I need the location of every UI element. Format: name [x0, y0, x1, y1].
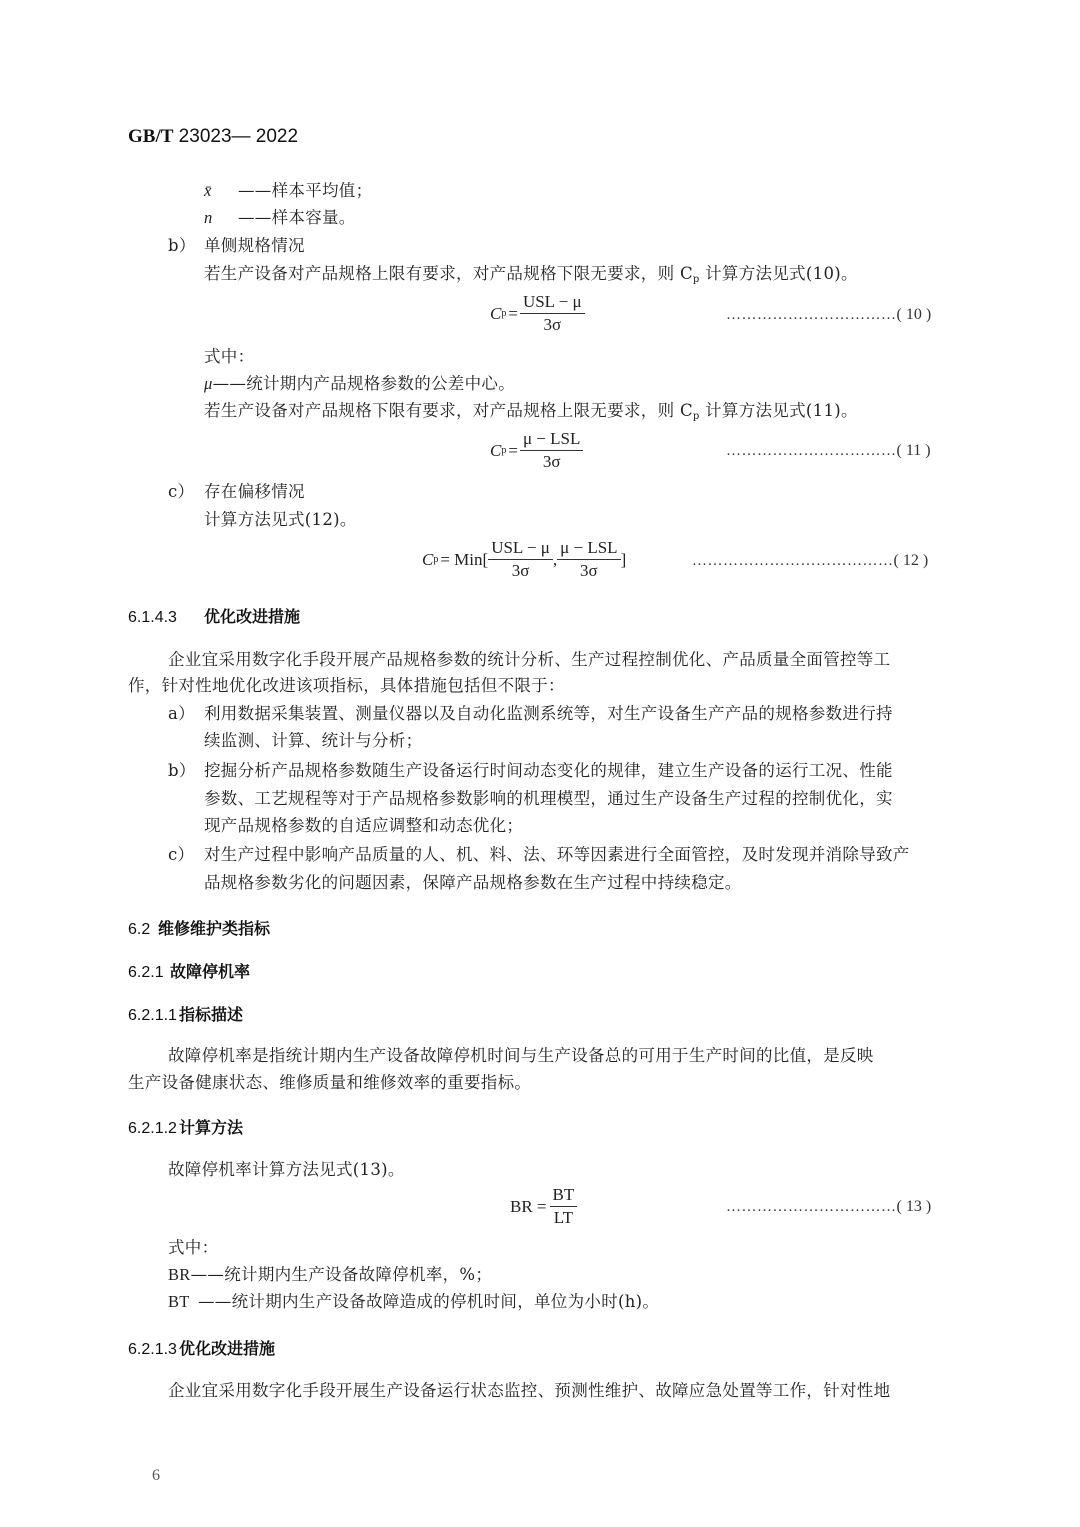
definition-br: [168, 1265, 492, 1285]
leader-dots: ……………………………: [726, 1199, 897, 1215]
formula-13: [510, 1185, 577, 1228]
section-number: 6.1.4.3: [128, 609, 177, 626]
leader-dots: …………………………………: [692, 553, 894, 569]
list-marker: c）: [168, 845, 195, 864]
equation-tag: ( 13 ): [896, 1198, 932, 1215]
def-desc: ——统计期内生产设备故障停机率，%；: [190, 1265, 493, 1284]
list-item-b-cont2: 现产品规格参数的自适应调整和动态优化；: [204, 816, 524, 835]
equation-tag: ( 11 ): [896, 442, 931, 459]
list-item-b: [168, 761, 893, 781]
equation-number-13: [726, 1196, 931, 1216]
fraction: [520, 292, 585, 335]
section-title: 维修维护类指标: [158, 921, 271, 938]
def-desc: ——统计期内产品规格参数的公差中心。: [212, 374, 515, 393]
equation-number-11: [726, 440, 931, 460]
min-operator: = Min[: [440, 549, 489, 569]
def-desc: ——样本容量。: [238, 208, 356, 227]
numerator: μ − LSL: [557, 538, 620, 560]
list-marker: b）: [168, 761, 196, 780]
definition-mu: [204, 374, 515, 394]
section-6-2-1: [128, 959, 250, 982]
section-6-2-1-1: [128, 1002, 243, 1025]
definition-n: [204, 208, 356, 228]
section-title: 故障停机率: [170, 964, 251, 981]
section-number: 6.2.1.2: [128, 1120, 177, 1137]
paragraph-lower-limit: [204, 401, 858, 427]
def-symbol: n: [204, 208, 213, 227]
denominator: 3σ: [580, 561, 598, 580]
section-6-2: [128, 916, 270, 939]
equation-tag: ( 10 ): [896, 306, 932, 323]
subscript: p: [501, 445, 507, 456]
leader-dots: ……………………………: [726, 307, 897, 323]
list-marker: a）: [168, 704, 195, 723]
para-text: 若生产设备对产品规格下限有要求，对产品规格上限无要求，则 C: [204, 401, 693, 420]
paragraph-offset: 计算方法见式(12)。: [204, 510, 357, 529]
item-c-heading: [168, 482, 305, 502]
list-item-c: [168, 845, 910, 865]
section-number: 6.2.1.1: [128, 1007, 177, 1024]
paragraph-6143-line1: 企业宜采用数字化手段开展产品规格参数的统计分析、生产过程控制优化、产品质量全面管控等工: [168, 650, 891, 669]
denominator: 3σ: [543, 315, 562, 334]
list-item-b-cont1: 参数、工艺规程等对于产品规格参数影响的机理模型，通过生产设备生产过程的控制优化，实: [204, 789, 893, 808]
leader-dots: ……………………………: [726, 443, 897, 459]
section-6-2-1-3: [128, 1336, 275, 1359]
list-text: 利用数据采集装置、测量仪器以及自动化监测系统等，对生产设备生产产品的规格参数进行持: [204, 704, 893, 723]
denominator: LT: [553, 1208, 573, 1227]
definition-bt: [168, 1292, 659, 1312]
numerator: μ − LSL: [520, 429, 583, 451]
numerator: BT: [550, 1185, 578, 1207]
denominator: 3σ: [542, 452, 561, 471]
section-title: 优化改进措施: [179, 1341, 276, 1358]
item-title: 单侧规格情况: [204, 236, 305, 255]
list-text: 对生产过程中影响产品质量的人、机、料、法、环等因素进行全面管控，及时发现并消除导致产: [204, 845, 910, 864]
formula-lhs: C: [490, 303, 502, 323]
section-number: 6.2.1.3: [128, 1341, 177, 1358]
equation-number-12: [692, 550, 928, 570]
formula-10: C p = $\frac{\text{USL − μ}}{3\sigma}$: [490, 292, 585, 335]
formula-12: [422, 538, 626, 581]
para-text-end: 计算方法见式(10)。: [699, 264, 858, 283]
fraction: [557, 538, 620, 581]
paragraph-6212: 故障停机率计算方法见式(13)。: [168, 1160, 405, 1179]
def-symbol: BT: [168, 1292, 190, 1311]
def-symbol: BR: [168, 1265, 191, 1284]
section-number: 6.2.1: [128, 964, 164, 981]
denominator: 3σ: [511, 561, 530, 580]
page-number: 6: [152, 1467, 160, 1484]
bracket-close: ]: [620, 549, 627, 569]
subscript: p: [433, 554, 439, 565]
list-marker: b）: [168, 236, 196, 255]
def-desc: ——统计期内生产设备故障造成的停机时间，单位为小时(h)。: [198, 1292, 660, 1311]
standard-code-bold: GB/T: [128, 126, 174, 147]
list-marker: c）: [168, 482, 195, 501]
subscript: p: [501, 308, 507, 319]
subscript: p: [692, 274, 700, 285]
formula-lhs: C: [490, 440, 502, 460]
fraction: [520, 429, 583, 472]
numerator: USL − μ: [488, 538, 553, 560]
definition-xbar: [204, 181, 372, 201]
section-title: 计算方法: [179, 1120, 244, 1137]
paragraph-6211-line1: 故障停机率是指统计期内生产设备故障停机时间与生产设备总的可用于生产时间的比值，是反映: [168, 1046, 874, 1065]
list-item-c-cont: 品规格参数劣化的问题因素，保障产品规格参数在生产过程中持续稳定。: [204, 873, 742, 892]
formula-lhs: C: [422, 549, 434, 569]
equation-tag: ( 12 ): [893, 552, 929, 569]
section-6-1-4-3: [128, 604, 300, 627]
formula-11: C p = $\frac{\text{μ − LSL}}{3\sigma}$: [490, 429, 583, 472]
item-title: 存在偏移情况: [204, 482, 305, 501]
paragraph-6213-line1: 企业宜采用数字化手段开展生产设备运行状态监控、预测性维护、故障应急处置等工作，针对性地: [168, 1381, 891, 1400]
para-text: 若生产设备对产品规格上限有要求，对产品规格下限无要求，则 C: [204, 264, 693, 283]
paragraph-6143-line2: 作，针对性地优化改进该项指标，具体措施包括但不限于：: [128, 676, 565, 695]
def-symbol: μ: [204, 374, 213, 393]
equation-number-10: [726, 304, 931, 324]
paragraph-6211-line2: 生产设备健康状态、维修质量和维修效率的重要指标。: [128, 1073, 532, 1092]
where-label: 式中：: [204, 347, 255, 366]
formula-lhs: BR =: [510, 1196, 547, 1216]
section-6-2-1-2: [128, 1115, 243, 1138]
item-b-heading: [168, 236, 305, 256]
comma: ,: [552, 549, 558, 569]
standard-code-header: [128, 126, 298, 148]
section-number: 6.2: [128, 921, 151, 938]
standard-code-number: 23023— 2022: [173, 126, 299, 147]
fraction: [550, 1185, 578, 1228]
def-desc: ——样本平均值；: [238, 181, 373, 200]
where-label-2: 式中：: [168, 1238, 219, 1257]
numerator: USL − μ: [520, 292, 585, 314]
list-text: 挖掘分析产品规格参数随生产设备运行时间动态变化的规律，建立生产设备的运行工况、性能: [204, 761, 893, 780]
para-text-end: 计算方法见式(11)。: [699, 401, 858, 420]
fraction: [488, 538, 553, 581]
section-title: 优化改进措施: [204, 609, 301, 626]
section-title: 指标描述: [179, 1007, 244, 1024]
list-item-a: [168, 704, 893, 724]
def-symbol: x̄: [204, 181, 212, 200]
list-item-a-cont: 续监测、计算、统计与分析；: [204, 731, 423, 750]
paragraph-upper-limit: [204, 264, 858, 290]
subscript: p: [692, 411, 700, 422]
